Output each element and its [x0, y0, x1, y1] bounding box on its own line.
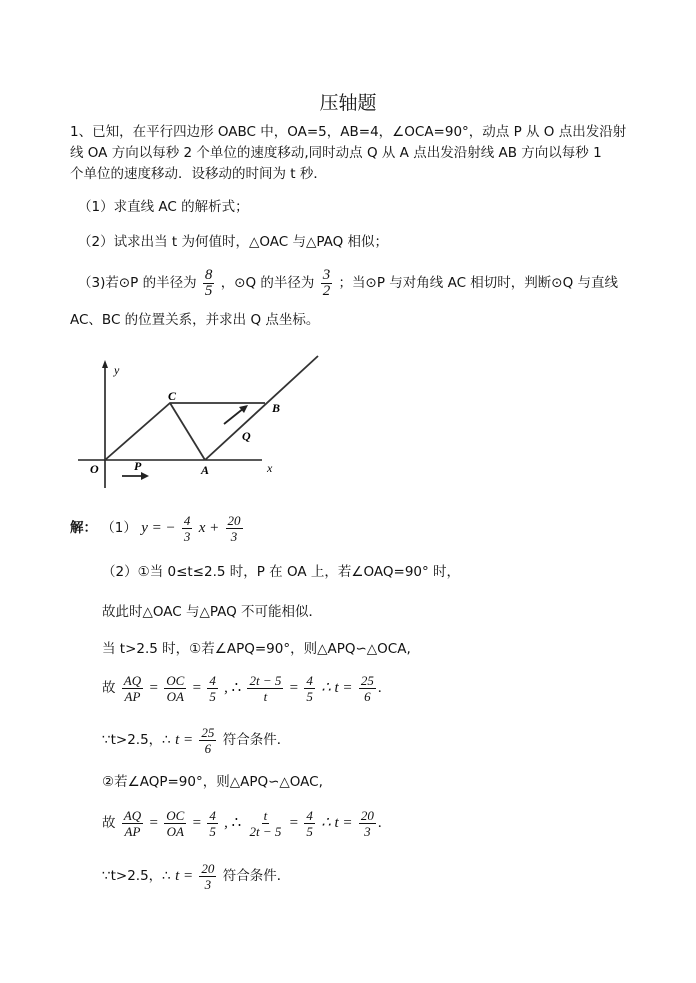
fraction-result [359, 808, 376, 839]
fraction-denominator: 3 [204, 876, 212, 892]
fraction-numerator: 4 [183, 512, 191, 528]
fraction-denominator: 5 [306, 823, 313, 839]
because-2-t: t = [175, 868, 194, 884]
fraction-four-fifths [207, 808, 218, 839]
label-a: A [201, 463, 210, 477]
question-1: （1）求直线 AC 的解析式； [78, 199, 249, 215]
p-arrow-head [141, 472, 149, 480]
fraction-denominator: 3 [364, 823, 371, 839]
problem-line-1: 1、已知，在平行四边形 OABC 中，OA=5，AB=4，∠OCA=90°，动点 P 从 O 点出发沿射 [70, 124, 627, 140]
fraction-numerator: AQ [123, 807, 142, 823]
fraction-denominator: AP [124, 823, 141, 839]
fraction-denominator: t [263, 688, 268, 704]
solution-2-line-1: （2）①当 0≤t≤2.5 时，P 在 OA 上，若∠OAQ=90° 时， [102, 564, 461, 580]
problem-line-2: 线 OA 方向以每秒 2 个单位的速度移动,同时动点 Q 从 A 点出发沿射线 AB 方向以每秒 1 [70, 145, 602, 161]
fraction-denominator: OA [166, 823, 184, 839]
label-q: Q [242, 429, 251, 443]
fraction-numerator: OC [166, 672, 185, 688]
because-2-text: ∵t>2.5，∴ [102, 868, 171, 884]
solution-1-lhs: y = − [141, 520, 176, 536]
fraction-numerator: 20 [360, 807, 374, 823]
label-c: C [168, 389, 177, 403]
fraction-denominator: 6 [364, 688, 371, 704]
q-direction-arrow [224, 408, 244, 424]
solution-1-mid: x + [198, 520, 220, 536]
because-1-tail: 符合条件． [222, 732, 291, 748]
geometry-figure [70, 348, 330, 488]
fraction-denominator: 2t − 5 [249, 823, 282, 839]
fraction-expression [247, 808, 283, 839]
equation-1-gu: 故 [102, 680, 116, 696]
fraction-numerator: 4 [209, 672, 216, 688]
because-2-tail: 符合条件． [222, 868, 291, 884]
fraction-denominator: 5 [306, 688, 313, 704]
fraction-numerator: 4 [306, 807, 313, 823]
fraction-oc-oa [164, 808, 186, 839]
question-2: （2）试求出当 t 为何值时，△OAC 与△PAQ 相似； [78, 234, 389, 250]
fraction-result [199, 861, 216, 892]
label-y: y [114, 363, 120, 377]
question-3-text-b: ，⊙Q 的半径为 [220, 275, 315, 291]
fraction-numerator: OC [166, 807, 185, 823]
fraction-four-fifths [304, 673, 315, 704]
fraction-numerator: 4 [209, 807, 216, 823]
fraction-aq-ap [122, 673, 143, 704]
question-3-text-a: （3)若⊙P 的半径为 [78, 275, 197, 291]
fraction-denominator: 5 [204, 282, 213, 299]
y-axis-arrow [102, 360, 108, 368]
diagonal-ca [170, 403, 205, 460]
equation-2: 故 $\frac{AQ}{AP}$ = $\frac{OC}{OA}$ = $\frac{4}{5}$ , ∴ $\frac{t}{2t - 5}$ = $\frac{4}{5}$ ∴ t = $\frac{20}{3}$ . [102, 807, 382, 839]
fraction-intercept [226, 513, 243, 544]
fraction-denominator: OA [166, 688, 184, 704]
label-b: B [272, 401, 281, 415]
fraction-numerator: 25 [201, 724, 215, 740]
fraction-expression [247, 673, 283, 704]
fraction-oc-oa [164, 673, 186, 704]
equation-2-gu: 故 [102, 815, 116, 831]
solution-1-prefix: （1） [101, 520, 137, 536]
label-p: P [134, 459, 142, 473]
solution-2-line-2: 故此时△OAC 与△PAQ 不可能相似． [102, 604, 323, 620]
fraction-denominator: 3 [183, 528, 191, 544]
solution-2-line-4: ②若∠AQP=90°，则△APQ∽△OAC, [102, 774, 323, 790]
fraction-denominator: AP [124, 688, 141, 704]
equation-2-t: ∴ t = [321, 815, 353, 831]
fraction-numerator: 8 [204, 266, 213, 283]
because-2 [102, 856, 290, 896]
solution-label: 解： [70, 520, 97, 536]
fraction-denominator: 5 [209, 688, 216, 704]
fraction-numerator: t [263, 807, 268, 823]
because-1 [102, 720, 290, 760]
fraction-q-radius [321, 268, 333, 299]
question-3 [78, 264, 618, 302]
question-3-text-c: ；当⊙P 与对角线 AC 相切时，判断⊙Q 与直线 [338, 275, 619, 291]
because-1-t: t = [175, 732, 194, 748]
fraction-numerator: 4 [306, 672, 313, 688]
fraction-result [359, 673, 376, 704]
ray-ab [205, 356, 318, 460]
fraction-slope [182, 513, 193, 544]
label-o: O [90, 462, 99, 476]
fraction-result [199, 725, 216, 756]
fraction-numerator: 20 [227, 512, 241, 528]
fraction-numerator: 25 [360, 672, 374, 688]
fraction-numerator: AQ [123, 672, 142, 688]
solution-1 [70, 510, 245, 546]
fraction-denominator: 6 [204, 740, 212, 756]
fraction-numerator: 20 [201, 860, 215, 876]
fraction-denominator: 2 [322, 282, 331, 299]
because-1-text: ∵t>2.5，∴ [102, 732, 171, 748]
solution-2-line-3: 当 t>2.5 时，①若∠APQ=90°，则△APQ∽△OCA, [102, 641, 411, 657]
fraction-denominator: 3 [230, 528, 238, 544]
label-x: x [267, 461, 273, 475]
question-3-line-2: AC、BC 的位置关系，并求出 Q 点坐标。 [70, 312, 320, 328]
equation-1-t: ∴ t = [321, 680, 353, 696]
fraction-aq-ap [122, 808, 143, 839]
fraction-denominator: 5 [209, 823, 216, 839]
equation-1: 故 $\frac{AQ}{AP}$ = $\frac{OC}{OA}$ = $\frac{4}{5}$ , ∴ $\frac{2t - 5}{t}$ = $\frac{4}{5}$ ∴ t = $\frac{25}{6}$ . [102, 672, 382, 704]
fraction-numerator: 3 [322, 266, 331, 283]
page-title: 压轴题 [319, 92, 377, 114]
fraction-four-fifths [207, 673, 218, 704]
fraction-p-radius [203, 268, 215, 299]
fraction-numerator: 2t − 5 [249, 672, 282, 688]
problem-line-3: 个单位的速度移动．设移动的时间为 t 秒． [70, 166, 327, 182]
fraction-four-fifths [304, 808, 315, 839]
